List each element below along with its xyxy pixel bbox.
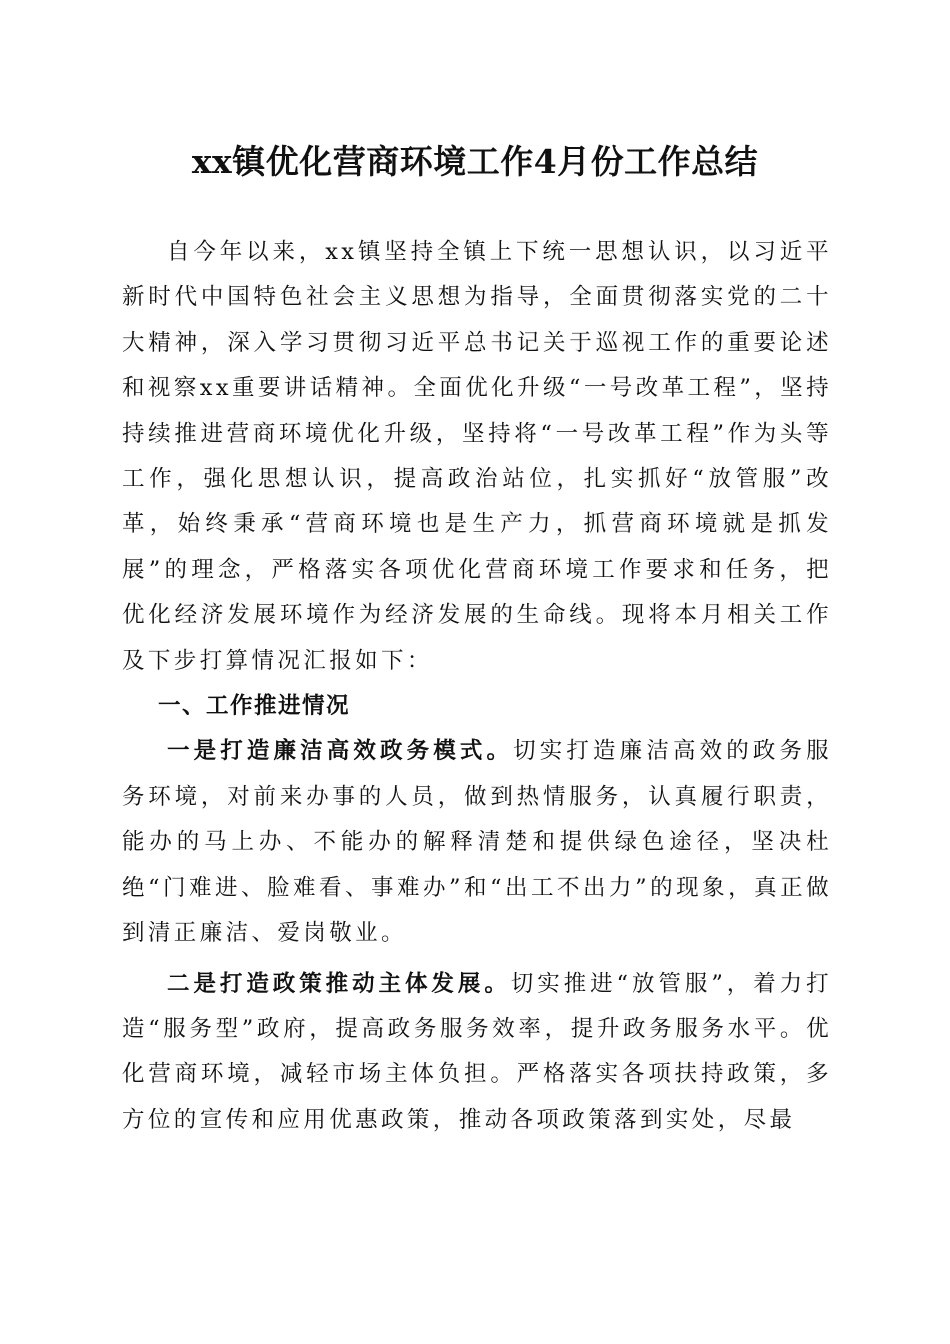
item-paragraph-2 bbox=[122, 962, 832, 1144]
item-paragraph-1 bbox=[122, 729, 832, 956]
document-title: xx镇优化营商环境工作4月份工作总结 bbox=[191, 142, 759, 181]
item-text-2: 切实推进“放管服”，着力打造“服务型”政府，提高政务服务效率，提升政务服务水平。优化营商环境，减轻市场主体负担。严格落实各项扶持政策，多方位的宣传和应用优惠政策，推动各项政策落到实处，尽最 bbox=[122, 970, 832, 1133]
item-lead-1: 一是打造廉洁高效政务模式。 bbox=[167, 738, 514, 765]
document-body bbox=[122, 230, 832, 1143]
intro-paragraph: 自今年以来，xx镇坚持全镇上下统一思想认识，以习近平新时代中国特色社会主义思想为指导，全面贯彻落实党的二十大精神，深入学习贯彻习近平总书记关于巡视工作的重要论述和视察xx重要讲话精神。全面优化升级“一号改革工程”，坚持持续推进营商环境优化升级，坚持将“一号改革工程”作为头等工作，强化思想认识，提高政治站位，扎实抓好“放管服”改革，始终秉承“营商环境也是生产力，抓营商环境就是抓发展”的理念，严格落实各项优化营商环境工作要求和任务，把优化经济发展环境作为经济发展的生命线。现将本月相关工作及下步打算情况汇报如下： bbox=[122, 239, 832, 674]
item-text-1: 切实打造廉洁高效的政务服务环境，对前来办事的人员，做到热情服务，认真履行职责，能办的马上办、不能办的解释清楚和提供绿色途径，坚决杜绝“门难进、脸难看、事难办”和“出工不出力”的现象，真正做到清正廉洁、爱岗敬业。 bbox=[122, 738, 832, 947]
section-heading: 一、工作推进情况 bbox=[158, 693, 351, 720]
item-lead-2: 二是打造政策推动主体发展。 bbox=[167, 970, 511, 997]
